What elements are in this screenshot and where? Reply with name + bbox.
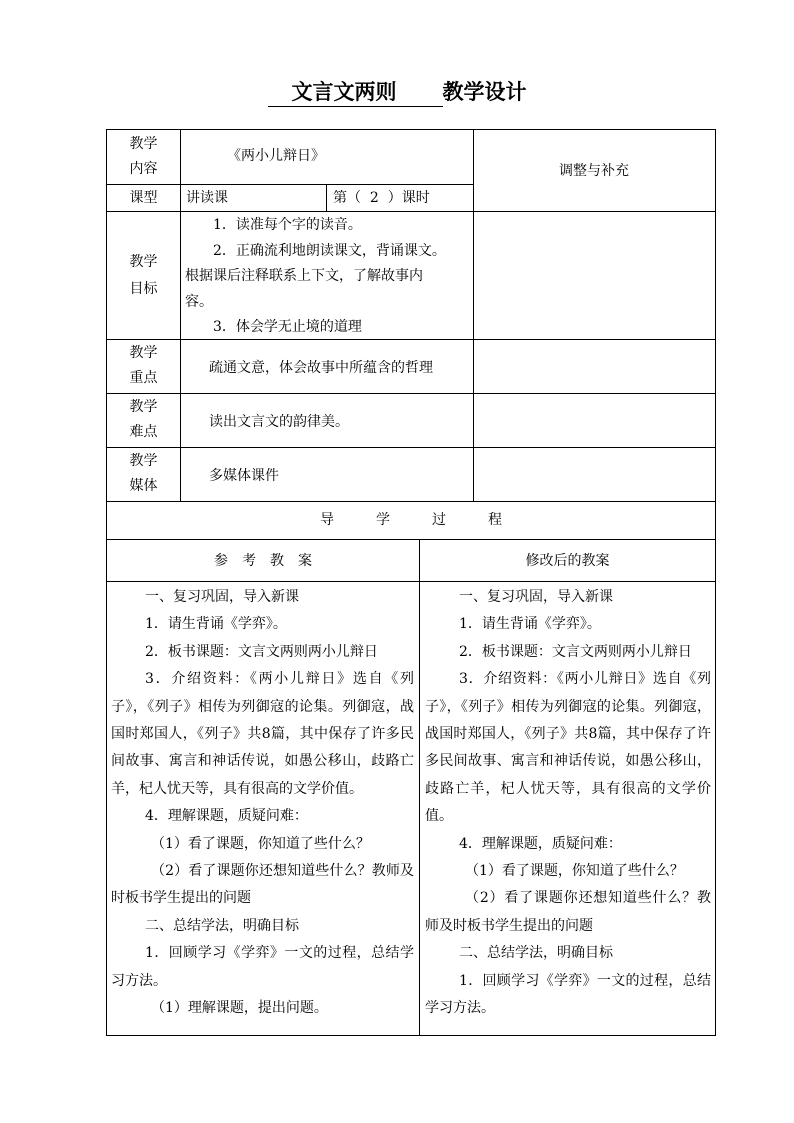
lesson-period: 第（ 2 ）课时 [333, 190, 430, 206]
media-label: 教学 媒体 [129, 453, 158, 494]
ref-plan-paragraph: （1）理解课题，提出问题。 [151, 1000, 328, 1017]
mod-plan-paragraph: （1）看了课题，你知道了些什么？ [465, 863, 684, 880]
mod-plan-paragraph: 1．请生背诵《学弈》。 [459, 616, 601, 633]
objective-item: 容。 [185, 293, 213, 310]
type-value: 讲读课 [186, 190, 228, 206]
ref-plan-paragraph: 二、总结学法，明确目标 [145, 917, 299, 934]
ref-plan-paragraph: 2．板书课题：文言文两则两小儿辩日 [145, 643, 378, 660]
title-blank [397, 84, 443, 107]
mod-plan-paragraph: 2．板书课题：文言文两则两小儿辩日 [459, 643, 692, 660]
ref-plan-heading: 参 考 教 案 [214, 553, 312, 569]
mod-plan-paragraph: 二、总结学法，明确目标 [459, 945, 613, 962]
ref-plan-paragraph: 一、复习巩固，导入新课 [145, 589, 299, 605]
title-suffix: 教学设计 [442, 79, 527, 104]
mod-plan-paragraph: （2）看了课题你还想知道些什么？教师及时板书学生提出的问题 [425, 890, 711, 934]
objective-item: 3．体会学无止境的道理 [213, 319, 362, 335]
objective-item: 根据课后注释联系上下文，了解故事内 [185, 268, 423, 284]
ref-plan-paragraph: 3．介绍资料：《两小儿辩日》选自《列子》，《列子》相传为列御寇的论集。列御寇，战国时郑国人，《列子》共8篇，其中保存了许多民间故事、寓言和神话传说，如愚公移山，歧路亡羊，杞人忧天等，具有很高的文学价值。 [111, 671, 414, 797]
title-underlined: 文言文两则 [268, 76, 397, 107]
ref-plan-paragraph: 1．请生背诵《学弈》。 [145, 616, 287, 633]
ref-plan-paragraph: 1．回顾学习《学弈》一文的过程，总结学习方法。 [111, 945, 414, 989]
type-label: 课型 [129, 190, 158, 206]
difficulties-label: 教学 难点 [129, 399, 158, 440]
page-title [0, 76, 794, 107]
adjust-heading: 调整与补充 [559, 163, 629, 179]
objective-item: 1．读准每个字的读音。 [213, 217, 362, 233]
mod-plan-paragraph: 3．介绍资料：《两小儿辩日》选自《列子》，《列子》相传为列御寇的论集。列御寇，战国时郑国人，《列子》共8篇，其中保存了许多民间故事、寓言和神话传说，如愚公移山，歧路亡羊，杞人忧天等，具有很高的文学价值。 [425, 671, 711, 825]
content-label: 教学 内容 [129, 136, 158, 177]
mod-plan-paragraph: 4．理解课题，质疑问难： [459, 835, 622, 852]
mod-plan-body [425, 584, 711, 1023]
difficulties-value: 读出文言文的韵律美。 [209, 414, 349, 430]
objective-item: 2．正确流利地朗读课文，背诵课文。 [213, 242, 446, 259]
ref-plan-paragraph: 4．理解课题，质疑问难： [145, 808, 308, 825]
media-value: 多媒体课件 [209, 468, 279, 484]
key-points-value: 疏通文意，体会故事中所蕴含的哲理 [209, 360, 433, 376]
mod-plan-paragraph: 1．回顾学习《学弈》一文的过程，总结学习方法。 [425, 972, 711, 1017]
mod-plan-heading: 修改后的教案 [525, 553, 610, 569]
objectives-list [185, 213, 446, 341]
objectives-label: 教学 目标 [129, 254, 158, 297]
ref-plan-paragraph: （1）看了课题，你知道了些什么？ [151, 835, 370, 852]
ref-plan-paragraph: （2）看了课题你还想知道些什么？教师及时板书学生提出的问题 [111, 863, 414, 907]
content-value: 《两小儿辩日》 [227, 148, 325, 164]
mod-plan-paragraph: 一、复习巩固，导入新课 [459, 589, 613, 605]
ref-plan-body [111, 584, 414, 1023]
process-heading: 导 学 过 程 [320, 512, 502, 528]
key-points-label: 教学 重点 [129, 345, 158, 386]
lesson-plan-table [106, 129, 716, 1036]
